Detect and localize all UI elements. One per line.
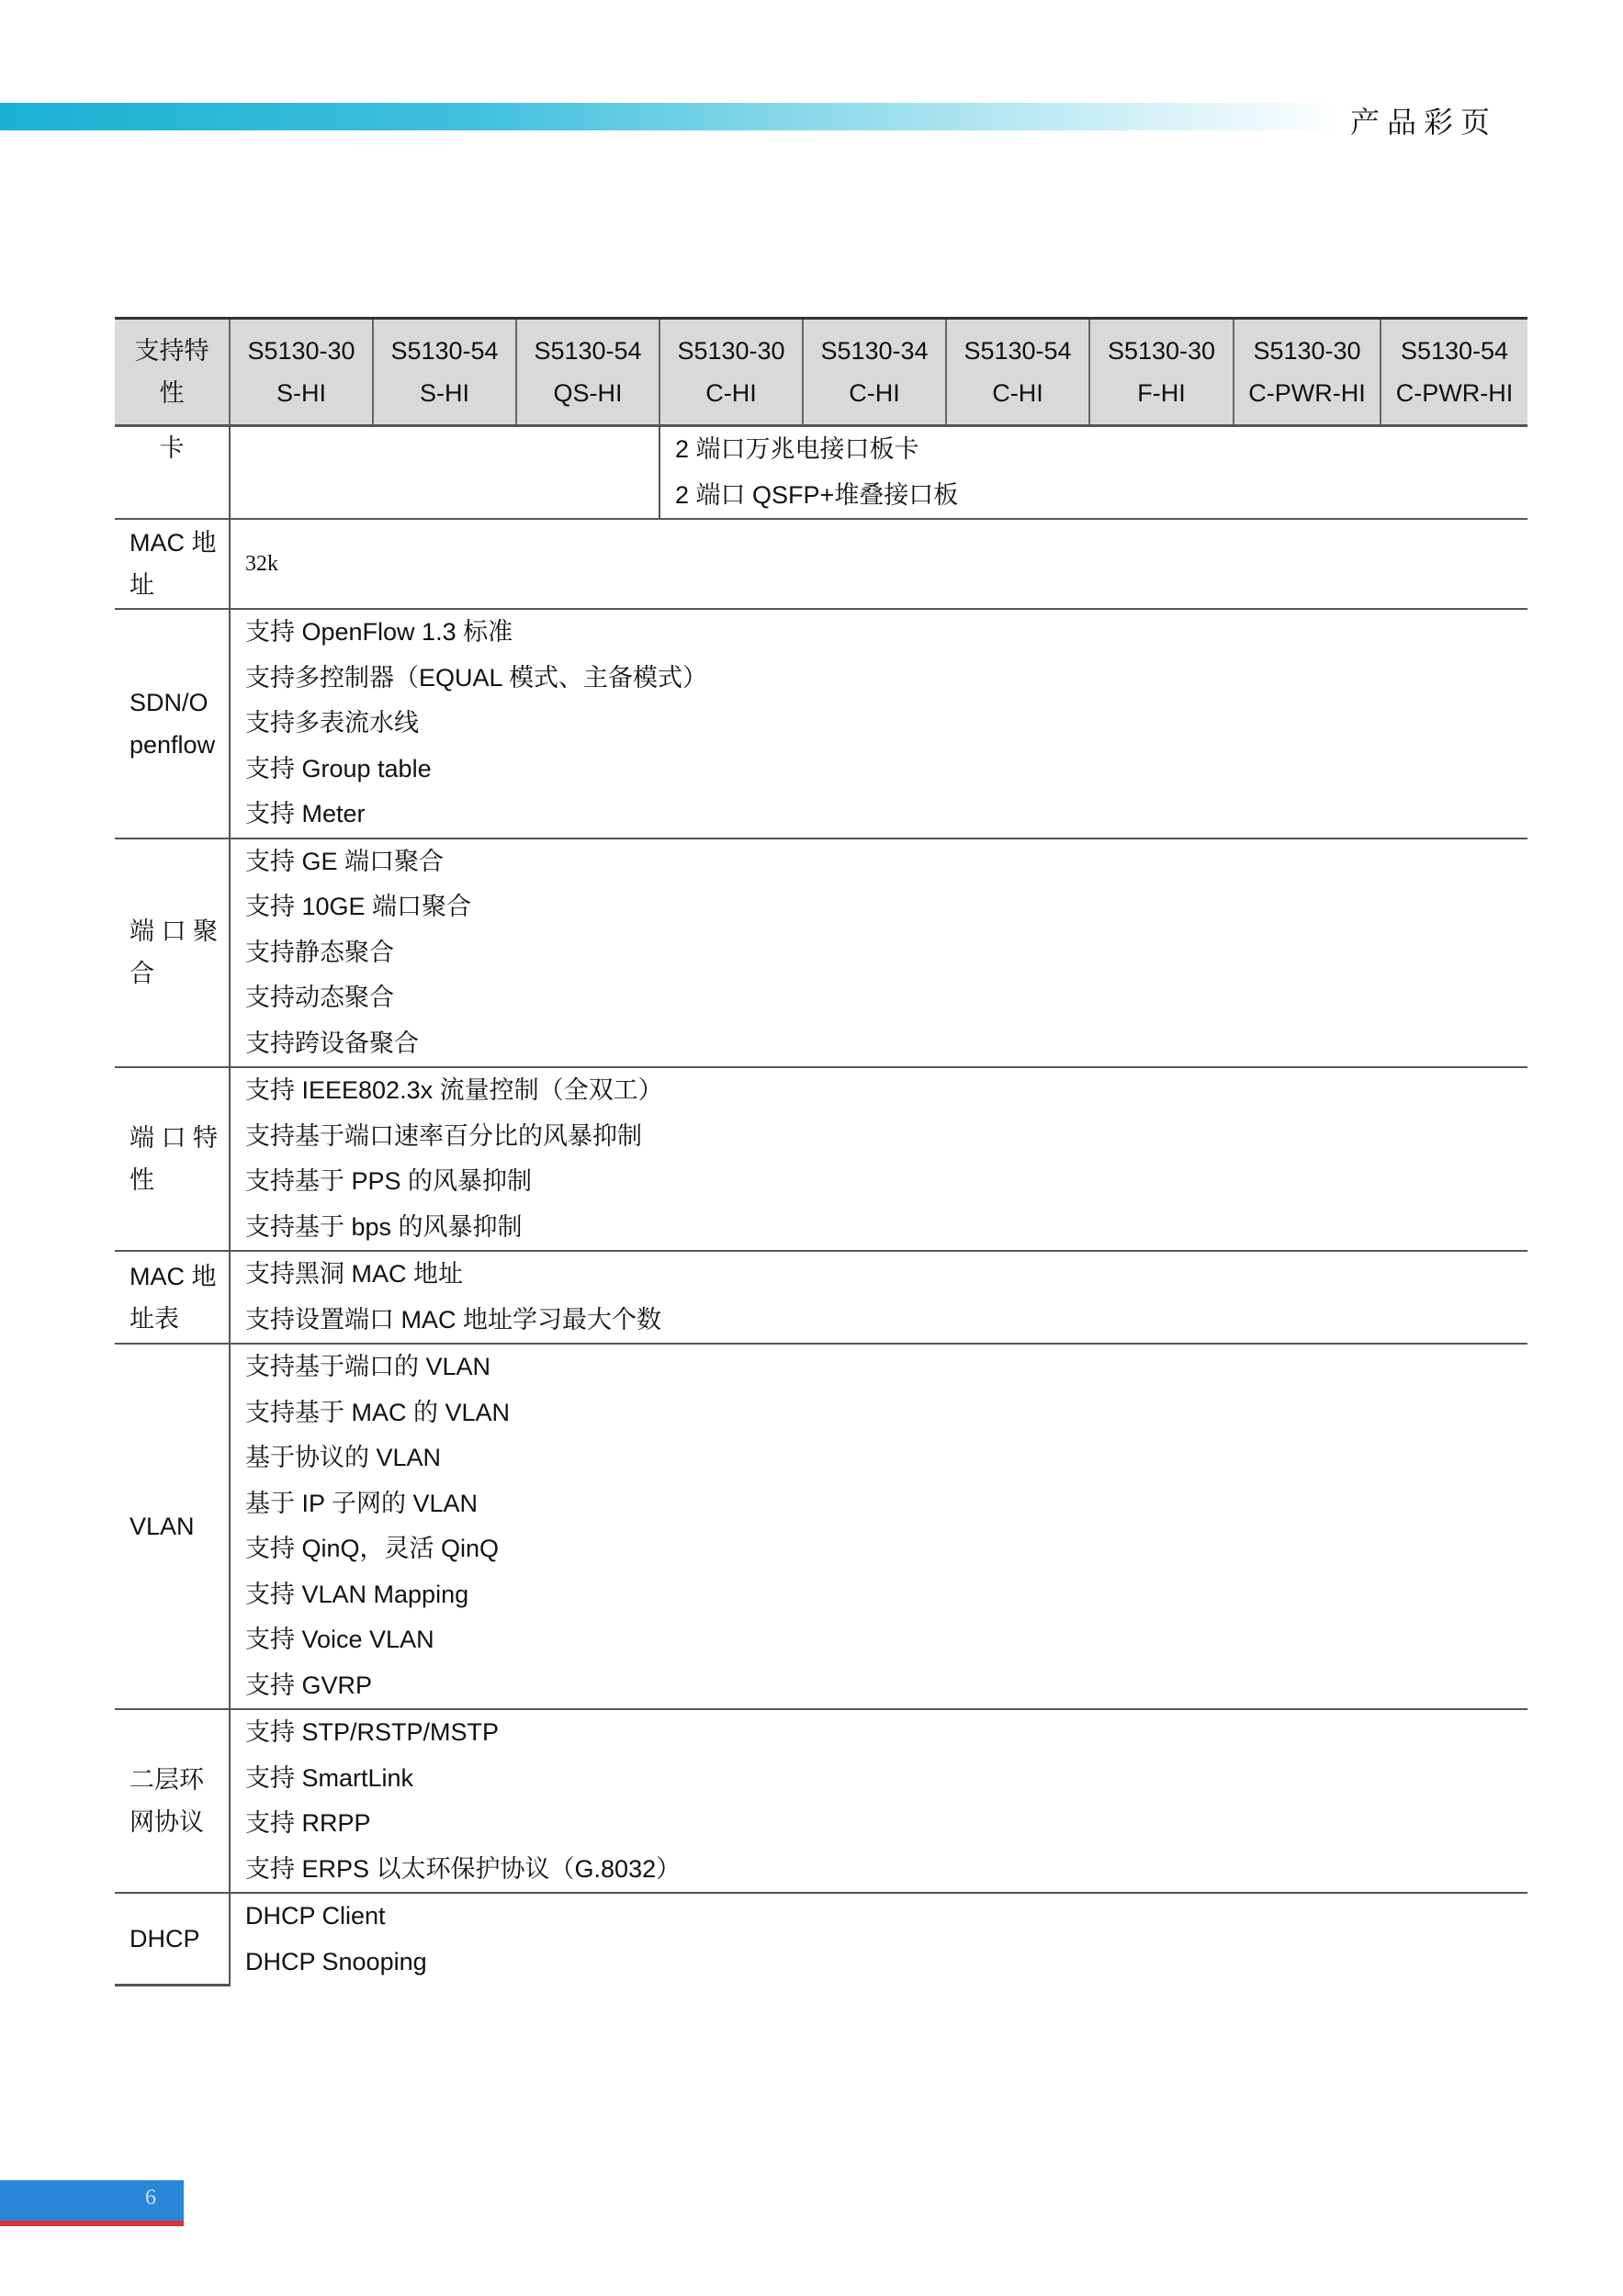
value-line: 支持 Voice VLAN — [245, 1626, 434, 1653]
page-number: 6 — [145, 2186, 156, 2210]
value-line: 支持基于 PPS 的风暴抑制 — [245, 1167, 533, 1195]
feature-cell: 卡 — [115, 426, 230, 520]
feature-cell: MAC 地 址 — [115, 519, 230, 609]
value-line: 支持 IEEE802.3x 流量控制（全双工） — [245, 1076, 663, 1104]
value-line: 支持 VLAN Mapping — [245, 1580, 469, 1608]
header-cell-model: S5130-30 S-HI — [230, 319, 373, 426]
table-row-mac-table — [115, 1251, 1527, 1344]
value-line: 支持 ERPS 以太环保护协议（G.8032） — [245, 1854, 682, 1883]
header-cell-model: S5130-30 C-HI — [659, 319, 803, 426]
header-cell-model: S5130-34 C-HI — [803, 319, 946, 426]
value-line: 支持跨设备聚合 — [245, 1029, 419, 1057]
value-line: 支持 10GE 端口聚合 — [245, 893, 472, 920]
footer-blue-block — [0, 2180, 184, 2221]
values-cell — [230, 1067, 1527, 1251]
table-row-port-features — [115, 1067, 1527, 1251]
table-row-l2-ring — [115, 1709, 1527, 1893]
value-line: 支持 Meter — [245, 800, 366, 827]
values-cell — [230, 609, 1527, 838]
value-line: 支持多控制器（EQUAL 模式、主备模式） — [245, 663, 708, 692]
value-line: 基于 IP 子网的 VLAN — [245, 1489, 479, 1517]
value-line: 支持 Group table — [245, 754, 432, 782]
value-line: 2 端口万兆电接口板卡 — [675, 435, 919, 463]
value-line: 支持 GVRP — [245, 1671, 373, 1699]
feature-cell: 端 口 聚 合 — [115, 838, 230, 1068]
table-row-vlan — [115, 1344, 1527, 1709]
header-cell-model: S5130-54 C-PWR-HI — [1381, 319, 1527, 426]
value-line: 支持多表流水线 — [245, 709, 419, 737]
feature-cell: DHCP — [115, 1893, 230, 1985]
value-line: 支持动态聚合 — [245, 984, 394, 1011]
value-line: 支持 QinQ，灵活 QinQ — [245, 1535, 500, 1562]
value-line: 支持静态聚合 — [245, 938, 394, 966]
value-line: 支持 RRPP — [245, 1809, 371, 1837]
value-line: 支持基于 bps 的风暴抑制 — [245, 1212, 523, 1241]
feature-cell: SDN/O penflow — [115, 609, 230, 838]
value-line: 支持基于端口的 VLAN — [245, 1353, 491, 1380]
table-row-mac — [115, 519, 1527, 609]
page-header-title: 产品彩页 — [1350, 105, 1498, 140]
empty-cell — [230, 426, 659, 520]
feature-cell: 二层环 网协议 — [115, 1709, 230, 1893]
header-cell-model: S5130-30 C-PWR-HI — [1234, 319, 1381, 426]
spec-table — [115, 317, 1527, 1986]
header-cell-model: S5130-30 F-HI — [1089, 319, 1234, 426]
value-line: DHCP Snooping — [245, 1947, 427, 1975]
feature-cell: MAC 地 址表 — [115, 1251, 230, 1344]
values-cell — [659, 426, 1527, 520]
values-cell — [230, 1251, 1527, 1344]
header-cell-model: S5130-54 QS-HI — [516, 319, 659, 426]
feature-cell: 端 口 特 性 — [115, 1067, 230, 1251]
value-line: 支持基于端口速率百分比的风暴抑制 — [245, 1121, 642, 1150]
value-line: 支持设置端口 MAC 地址学习最大个数 — [245, 1305, 662, 1334]
value-line: 2 端口 QSFP+堆叠接口板 — [675, 480, 959, 509]
value-line: 支持 STP/RSTP/MSTP — [245, 1718, 500, 1746]
table-row-dhcp — [115, 1893, 1527, 1985]
table-row-sdn — [115, 609, 1527, 838]
values-cell: 32k — [230, 519, 1527, 609]
values-cell — [230, 1893, 1527, 1985]
table-row-aggregation — [115, 838, 1527, 1068]
value-line: DHCP Client — [245, 1902, 386, 1930]
values-cell — [230, 1709, 1527, 1893]
header-cell-model: S5130-54 S-HI — [373, 319, 516, 426]
feature-cell: VLAN — [115, 1344, 230, 1709]
value-line: 支持 GE 端口聚合 — [245, 847, 445, 875]
values-cell — [230, 1344, 1527, 1709]
table-header-row — [115, 319, 1527, 426]
values-cell — [230, 838, 1527, 1068]
value-line: 支持 OpenFlow 1.3 标准 — [245, 618, 513, 646]
value-line: 基于协议的 VLAN — [245, 1444, 442, 1471]
value-line: 支持基于 MAC 的 VLAN — [245, 1398, 511, 1426]
value-line: 支持黑洞 MAC 地址 — [245, 1260, 464, 1288]
value-line: 支持 SmartLink — [245, 1763, 414, 1792]
table-row-card — [115, 426, 1527, 520]
header-cell-model: S5130-54 C-HI — [946, 319, 1089, 426]
header-cell-feature: 支持特 性 — [115, 319, 230, 426]
footer-red-stripe — [0, 2221, 184, 2226]
header-gradient-bar — [0, 103, 1341, 130]
